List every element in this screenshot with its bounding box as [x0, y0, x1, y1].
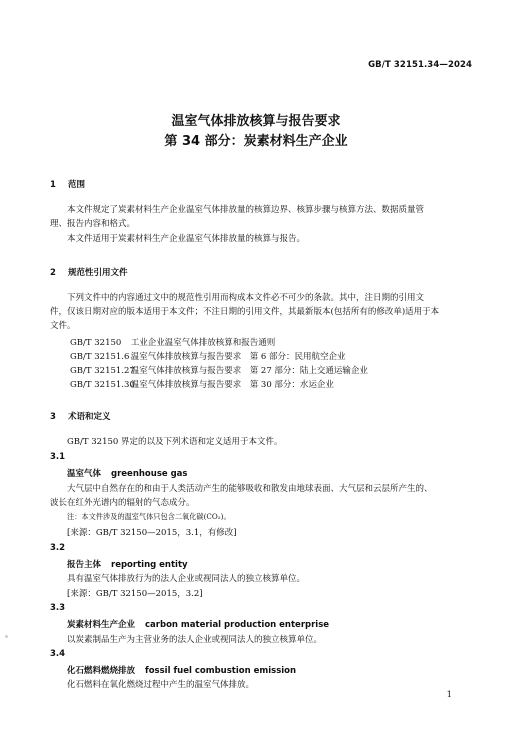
term-chinese: 报告主体: [67, 560, 102, 570]
reference-code: GB/T 32151.30: [70, 380, 135, 390]
term-heading: [67, 618, 329, 630]
terms-intro: GB/T 32150 界定的以及下列术语和定义适用于本文件。: [67, 437, 283, 447]
section-number: 2: [50, 268, 56, 278]
scope-paragraph-2: 本文件适用于炭素材料生产企业温室气体排放量的核算与报告。: [67, 234, 306, 244]
title-line-2: 第 34 部分：炭素材料生产企业: [164, 134, 348, 149]
term-english: fossil fuel combustion emission: [145, 666, 297, 676]
term-heading: [67, 467, 187, 479]
term-definition-line-2: 波长在红外光谱内的辐射的气态成分。: [50, 498, 195, 508]
term-chinese: 温室气体: [67, 469, 102, 479]
scan-speck: [5, 635, 8, 638]
references-paragraph-line-2: 件，仅该日期对应的版本适用于本文件；不注日期的引用文件，其最新版本(包括所有的修改单)适用于本: [50, 307, 440, 317]
term-source: [来源：GB/T 32150—2015，3.1，有修改]: [67, 528, 237, 538]
term-number: 3.3: [50, 603, 66, 613]
reference-item: [70, 378, 334, 390]
page-number: 1: [446, 690, 452, 700]
reference-code: GB/T 32151.27: [70, 366, 135, 376]
reference-code: GB/T 32150: [70, 338, 122, 348]
scope-paragraph-1-line-2: 理、报告内容和格式。: [50, 219, 136, 229]
term-number: 3.1: [50, 452, 66, 462]
section-title: 术语和定义: [67, 412, 111, 422]
reference-code: GB/T 32151.6: [70, 352, 130, 362]
term-number: 3.2: [50, 543, 66, 553]
term-heading: [67, 558, 188, 570]
section-3-heading: [50, 410, 110, 422]
reference-title: 温室气体排放核算与报告要求 第 30 部分：水运企业: [130, 380, 334, 390]
term-number: 3.4: [50, 649, 66, 659]
reference-title: 工业企业温室气体排放核算和报告通则: [130, 338, 276, 348]
section-number: 1: [50, 180, 56, 190]
term-definition: 以炭素制品生产为主营业务的法人企业或视同法人的独立核算单位。: [67, 635, 323, 645]
term-chinese: 炭素材料生产企业: [67, 620, 136, 630]
term-english: greenhouse gas: [111, 469, 188, 479]
section-2-heading: [50, 266, 127, 278]
term-english: carbon material production enterprise: [145, 620, 330, 630]
section-1-heading: [50, 178, 85, 190]
standard-code: GB/T 32151.34—2024: [368, 60, 472, 70]
term-note: 注：本文件涉及的温室气体只包含二氧化碳(CO₂)。: [67, 512, 231, 521]
section-title: 规范性引用文件: [67, 268, 128, 278]
term-definition: 化石燃料在氧化燃烧过程中产生的温室气体排放。: [67, 680, 255, 690]
title-line-1: 温室气体排放核算与报告要求: [171, 114, 341, 129]
reference-title: 温室气体排放核算与报告要求 第 27 部分：陆上交通运输企业: [130, 366, 368, 376]
term-definition: 具有温室气体排放行为的法人企业或视同法人的独立核算单位。: [67, 574, 306, 584]
reference-title: 温室气体排放核算与报告要求 第 6 部分：民用航空企业: [130, 352, 346, 362]
reference-item: [70, 364, 368, 376]
term-english: reporting entity: [111, 560, 188, 570]
references-paragraph-line-3: 文件。: [50, 321, 76, 331]
section-number: 3: [50, 412, 56, 422]
term-heading: [67, 664, 296, 676]
scope-paragraph-1-line-1: 本文件规定了炭素材料生产企业温室气体排放量的核算边界、核算步骤与核算方法、数据质量管: [67, 205, 425, 215]
references-paragraph-line-1: 下列文件中的内容通过文中的规范性引用而构成本文件必不可少的条款。其中，注日期的引用文: [67, 293, 425, 303]
term-chinese: 化石燃料燃烧排放: [67, 666, 136, 676]
term-definition-line-1: 大气层中自然存在的和由于人类活动产生的能够吸收和散发由地球表面、大气层和云层所产生的、: [67, 484, 433, 494]
term-source: [来源：GB/T 32150—2015，3.2]: [67, 589, 203, 599]
reference-item: [70, 336, 275, 348]
reference-item: [70, 350, 346, 362]
section-title: 范围: [67, 180, 85, 190]
